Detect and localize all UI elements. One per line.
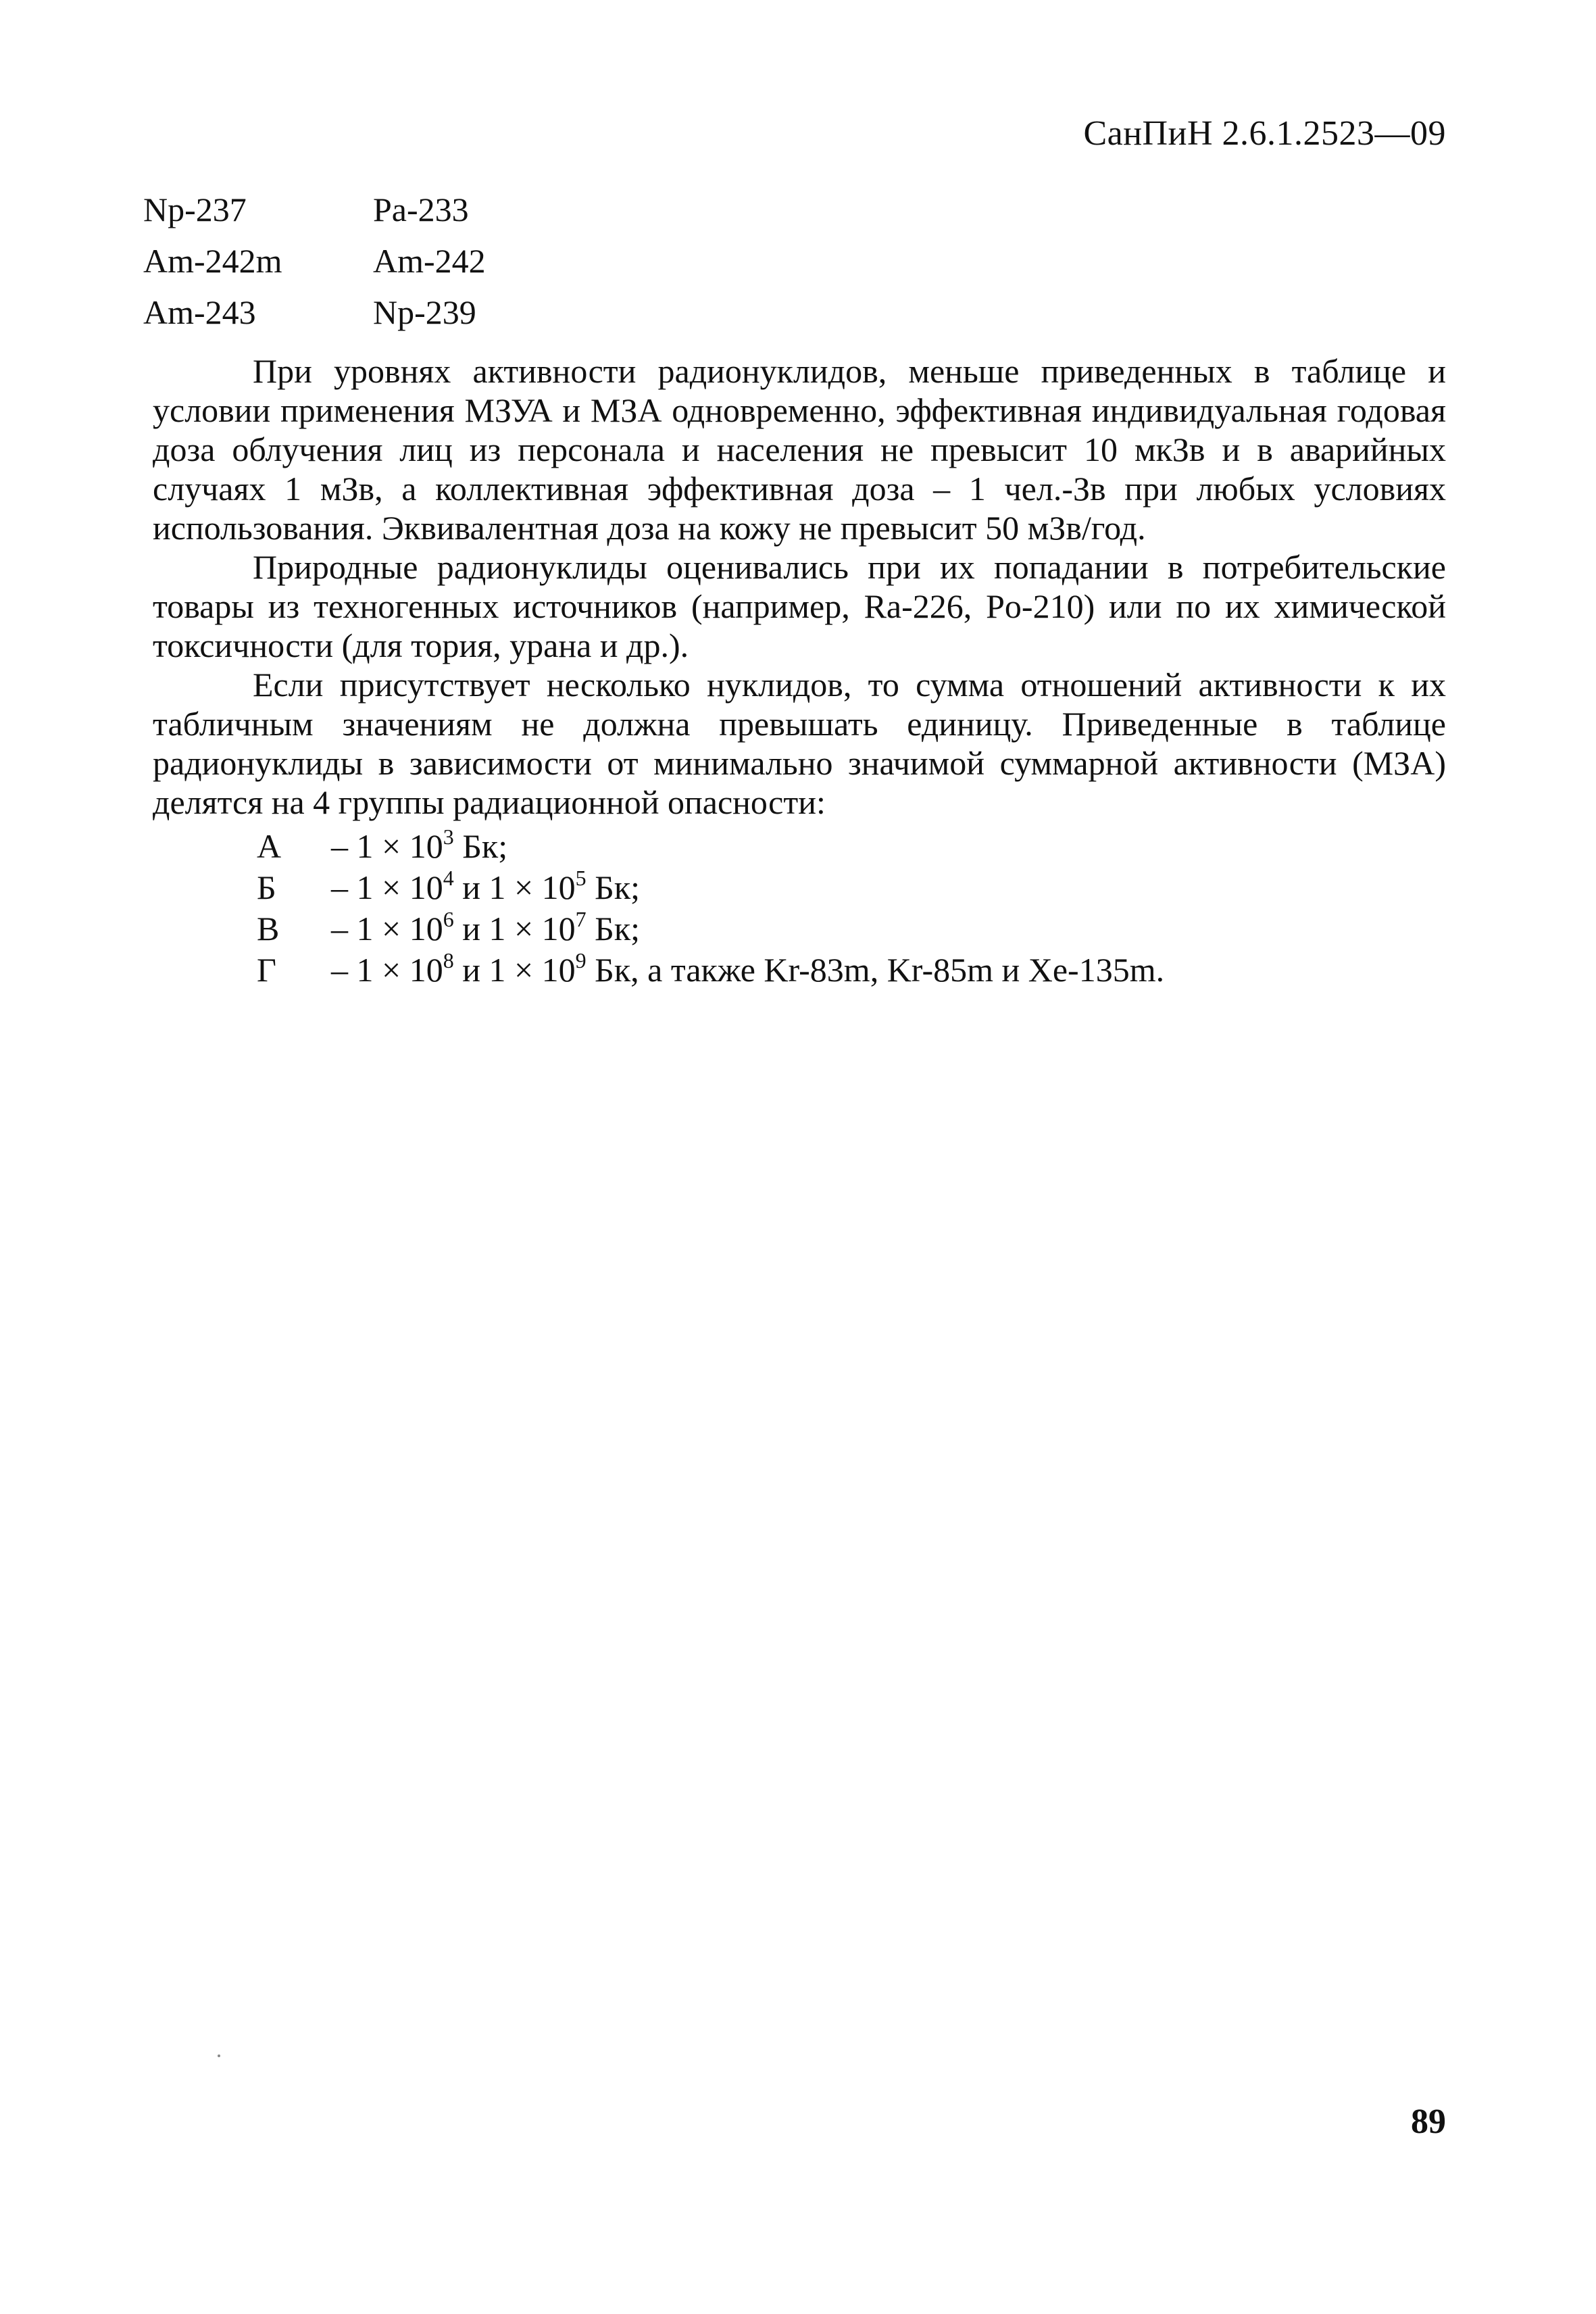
nuclide-cell: Pa-233 [373, 191, 469, 228]
nuclide-cell: Am-242 [373, 242, 486, 280]
body-text [153, 351, 1446, 822]
page-number: 89 [1411, 2102, 1446, 2141]
nuclide-table [143, 184, 603, 338]
paragraph-activity-levels: При уровнях активности радионуклидов, меньше приведенных в таблице и условии применения МЗУА и МЗА одновременно, эффективная индивидуальная годовая доза облучения лиц из персонала и населения не превысит 10 мкЗв и в аварийных случаях 1 мЗв, а коллективная эффективная доза – 1 чел.-Зв при любых условиях использования. Эквивалентная доза на кожу не превысит 50 мЗв/год. [153, 352, 1446, 547]
hazard-group-item [257, 867, 1164, 908]
group-value: – $1 \times 10^8$ и $1 \times 10^9$ Бк, а также Kr-83m, Kr-85m и Xe-135m. [331, 948, 1165, 989]
nuclide-cell: Np-239 [373, 293, 476, 331]
group-value: – $1 \times 10^4$ и $1 \times 10^5$ Бк; [331, 866, 641, 906]
paragraph-natural-radionuclides: Природные радионуклиды оценивались при их попадании в потребительские товары из техногенных источников (например, Ra-226, Po-210) или по их химической токсичности (для тория, урана и др.). [153, 548, 1446, 664]
group-value: – $1 \times 10^6$ и $1 \times 10^7$ Бк; [331, 907, 641, 947]
nuclide-cell: Np-237 [143, 191, 247, 228]
nuclide-cell: Am-243 [143, 293, 256, 331]
group-letter: В [257, 910, 280, 947]
nuclide-row [143, 184, 603, 235]
hazard-group-item [257, 826, 1164, 867]
paragraph-hazard-groups: Если присутствует несколько нуклидов, то сумма отношений активности к их табличным значениям не должна превышать единицу. Приведенные в таблице радионуклиды в зависимости от минимально значимой суммарной активности (МЗА) делятся на 4 группы радиационной опасности: [153, 666, 1446, 821]
hazard-group-item [257, 950, 1164, 991]
scan-speck [218, 2054, 220, 2057]
hazard-group-item [257, 908, 1164, 950]
hazard-group-list [257, 826, 1164, 991]
document-code-header: СанПиН 2.6.1.2523—09 [1083, 114, 1446, 153]
group-value: – $1 \times 10^3$ Бк; [331, 824, 508, 865]
group-letter: А [257, 827, 282, 865]
nuclide-row [143, 235, 603, 287]
group-letter: Г [257, 951, 276, 989]
nuclide-cell: Am-242m [143, 242, 282, 280]
group-letter: Б [257, 868, 276, 906]
nuclide-row [143, 287, 603, 338]
